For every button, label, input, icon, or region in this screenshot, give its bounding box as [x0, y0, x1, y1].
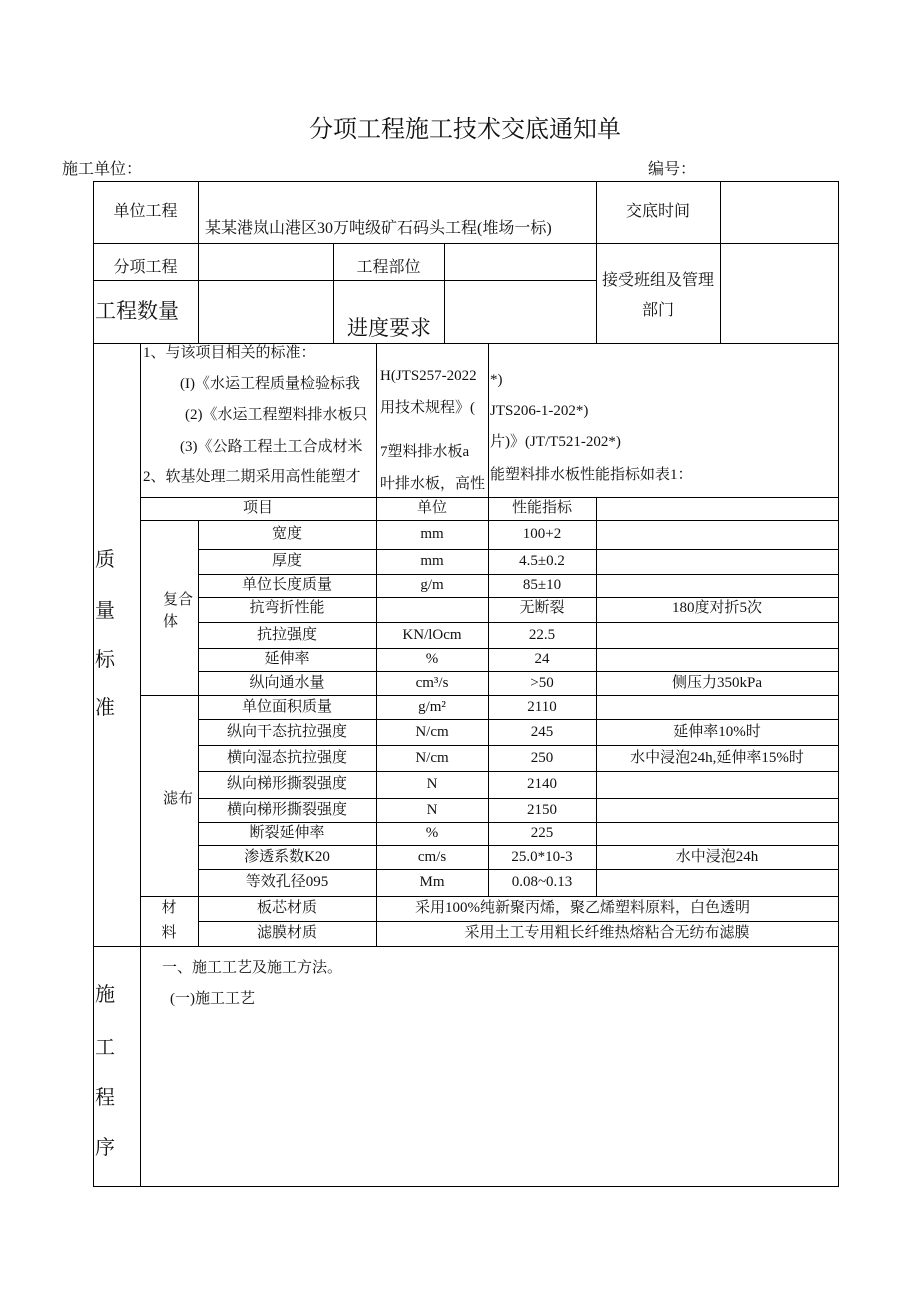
item-name: 横向梯形撕裂强度 [226, 802, 347, 818]
table-row [0, 822, 920, 845]
page-title: 分项工程施工技术交底通知单 [309, 117, 621, 143]
item-name: 抗拉强度 [256, 627, 317, 643]
team-label-line1: 接受班组及管理 [601, 272, 714, 289]
composite-group-label: 复合 [163, 592, 194, 608]
table-rule [93, 243, 839, 244]
standards-line: *) [490, 372, 503, 388]
item-unit: g/m² [418, 699, 446, 715]
sub-project-label: 分项工程 [113, 259, 178, 276]
item-unit: mm [420, 553, 444, 569]
standards-line: 2、软基处理二期采用高性能塑才 [143, 469, 361, 485]
item-note: 水中浸泡24h,延伸率15%时 [630, 750, 804, 766]
item-name: 横向湿态抗拉强度 [226, 750, 347, 766]
material-value: 采用土工专用粗长纤维热熔粘合无纺布滤膜 [464, 925, 750, 941]
item-spec: 4.5±0.2 [519, 553, 565, 569]
quality-section-char: 准 [95, 697, 115, 719]
item-name: 等效孔径095 [245, 874, 329, 890]
item-name: 纵向梯形撕裂强度 [226, 776, 347, 792]
standards-line: 7塑料排水板a [380, 444, 470, 460]
table-row [0, 845, 920, 869]
table-row [0, 896, 920, 921]
item-unit: Mm [419, 874, 445, 890]
table-rule [444, 243, 445, 344]
item-spec: 85±10 [522, 577, 562, 593]
item-note: 水中浸泡24h [675, 849, 759, 865]
table-row [0, 671, 920, 695]
quantity-label: 工程数量 [95, 299, 179, 323]
table-row [0, 921, 920, 946]
item-spec: 22.5 [528, 627, 556, 643]
item-name: 断裂延伸率 [249, 825, 325, 841]
standards-line: 用技术规程》( [380, 400, 475, 416]
table-row [0, 520, 920, 549]
item-unit: KN/lOcm [402, 627, 462, 643]
item-unit: cm³/s [415, 675, 449, 691]
procedure-heading: 一、施工工艺及施工方法。 [162, 960, 343, 976]
standards-line: (I)《水运工程质量检验标我 [180, 376, 360, 392]
item-note: 侧压力350kPa [671, 675, 762, 691]
table-row [0, 719, 920, 745]
table-row [0, 574, 920, 597]
item-spec: 2150 [527, 802, 557, 818]
standards-line: 1、与该项目相关的标准： [143, 345, 316, 361]
item-spec: 25.0*10-3 [511, 849, 573, 865]
table-row [0, 745, 920, 771]
project-value: 某某港岚山港区30万吨级矿石码头工程(堆场一标) [205, 220, 552, 237]
item-unit: cm/s [417, 849, 447, 865]
date-label: 交底时间 [625, 203, 690, 220]
standards-line: (3)《公路工程土工合成材米 [180, 439, 363, 455]
column-header-unit: 单位 [416, 500, 447, 516]
item-spec: 0.08~0.13 [511, 874, 573, 890]
team-label-line2: 部门 [641, 302, 674, 319]
item-spec: 245 [530, 724, 554, 740]
standards-line: 片)》(JT/T521-202*) [490, 434, 621, 450]
item-spec: 225 [530, 825, 554, 841]
table-header-row [0, 497, 920, 520]
item-unit: % [425, 825, 439, 841]
table-rule [93, 181, 839, 182]
procedure-section-char: 工 [95, 1037, 115, 1059]
item-name: 渗透系数K20 [244, 849, 330, 865]
table-rule [93, 946, 839, 947]
column-header-spec: 性能指标 [511, 500, 572, 516]
standards-column-b [376, 343, 488, 497]
item-unit: N [426, 802, 438, 818]
item-note: 延伸率10%时 [673, 724, 761, 740]
item-name: 滤膜材质 [256, 925, 317, 941]
item-spec: >50 [530, 675, 554, 691]
item-name: 宽度 [271, 526, 302, 542]
construction-unit-label: 施工单位： [62, 161, 143, 178]
project-label: 单位工程 [113, 203, 178, 220]
item-spec: 无断裂 [519, 600, 565, 616]
table-rule [720, 181, 721, 344]
standards-line: 叶排水板，高性 [380, 476, 486, 492]
filter-group-label: 滤布 [163, 791, 194, 807]
standards-line: H(JTS257-2022 [380, 368, 477, 384]
item-unit: mm [420, 526, 444, 542]
item-spec: 2140 [527, 776, 557, 792]
item-note: 180度对折5次 [671, 600, 762, 616]
item-spec: 24 [534, 651, 550, 667]
item-name: 延伸率 [264, 651, 310, 667]
item-name: 单位面积质量 [241, 699, 332, 715]
composite-group-label: 体 [163, 614, 179, 630]
table-rule [93, 280, 597, 281]
item-name: 厚度 [271, 553, 302, 569]
material-value: 采用100%纯新聚丙烯，聚乙烯塑料原料，白色透明 [415, 900, 750, 916]
item-unit: N/cm [415, 724, 449, 740]
table-rule [198, 181, 199, 344]
item-spec: 2110 [527, 699, 557, 715]
material-group-label: 材 [161, 900, 177, 916]
item-spec: 250 [530, 750, 554, 766]
procedure-section-char: 施 [95, 984, 115, 1006]
table-row [0, 798, 920, 822]
procedure-section-char: 程 [95, 1087, 115, 1109]
standards-line: JTS206-1-202*) [490, 403, 589, 419]
table-rule [93, 1186, 839, 1187]
table-row [0, 597, 920, 620]
item-name: 抗弯折性能 [249, 600, 325, 616]
table-row [0, 549, 920, 574]
table-row [0, 695, 920, 719]
quality-section-char: 标 [95, 649, 115, 671]
item-name: 纵向通水量 [249, 675, 325, 691]
item-unit: % [425, 651, 439, 667]
item-unit: g/m [420, 577, 444, 593]
procedure-section-char: 序 [95, 1137, 115, 1159]
table-row [0, 622, 920, 648]
quality-section-char: 量 [95, 600, 115, 622]
item-unit: N/cm [415, 750, 449, 766]
table-row [0, 869, 920, 896]
item-unit: N [426, 776, 438, 792]
item-name: 纵向干态抗拉强度 [226, 724, 347, 740]
procedure-subheading: (一)施工工艺 [170, 991, 255, 1007]
position-label: 工程部位 [356, 259, 421, 276]
column-header-item: 项目 [242, 500, 273, 516]
material-group-label: 料 [161, 925, 177, 941]
table-row [0, 648, 920, 671]
standards-column-a [140, 343, 376, 497]
progress-label: 进度要求 [347, 316, 431, 340]
quality-section-char: 质 [95, 549, 115, 571]
standards-line: 能塑料排水板性能指标如表1： [490, 467, 693, 483]
item-name: 单位长度质量 [241, 577, 332, 593]
item-spec: 100+2 [522, 526, 562, 542]
table-row [0, 771, 920, 798]
standards-line: (2)《水运工程塑料排水板只 [185, 407, 368, 423]
document-number-label: 编号： [648, 161, 697, 178]
item-name: 板芯材质 [256, 900, 317, 916]
